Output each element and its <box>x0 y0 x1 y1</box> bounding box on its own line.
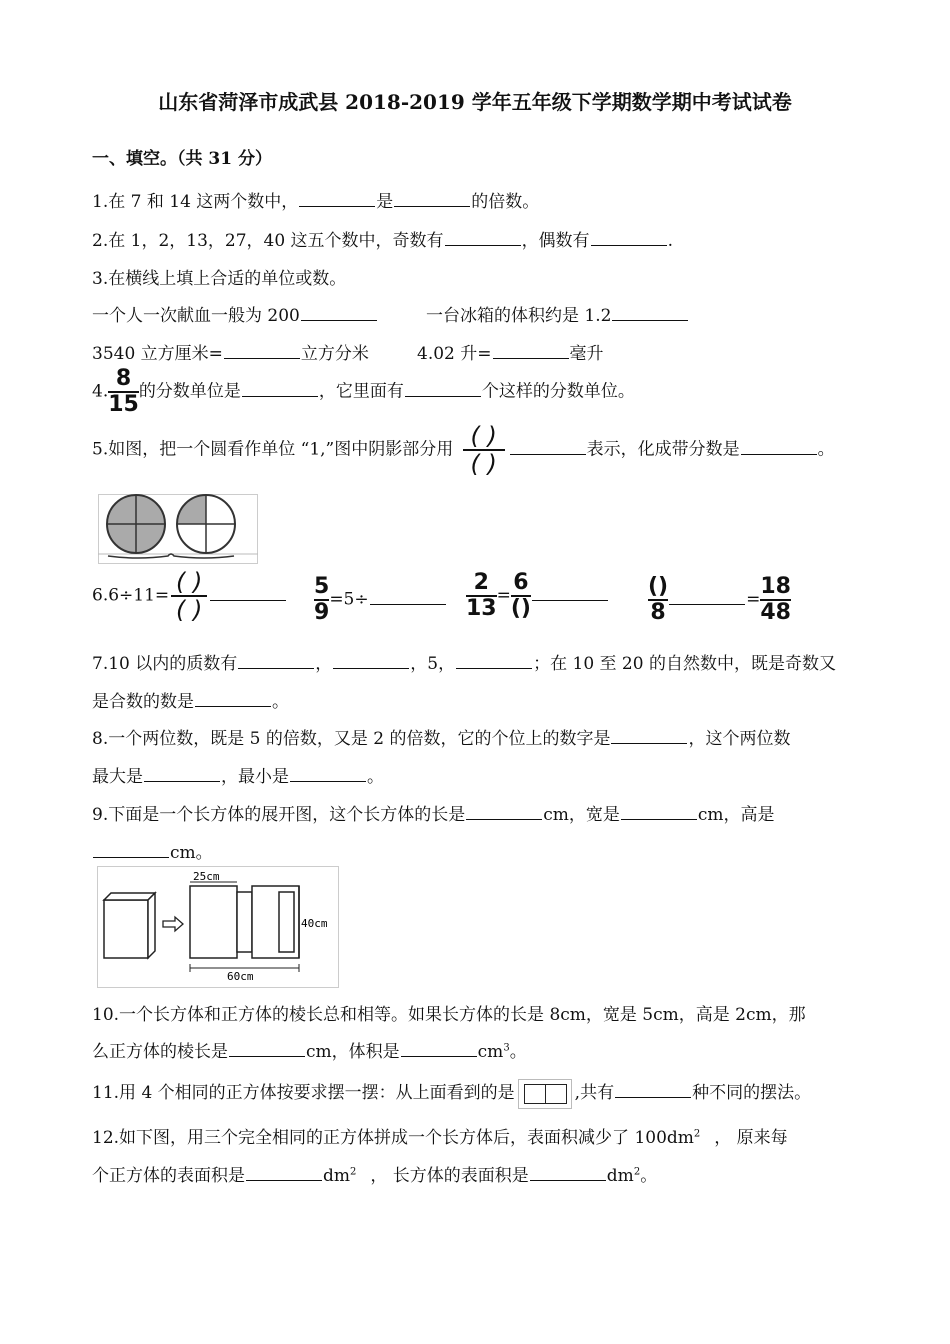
q2-blank-2[interactable] <box>591 228 667 246</box>
q9-blank-3[interactable] <box>93 840 169 858</box>
q10-text-c: cm，体积是 <box>306 1042 400 1062</box>
q7-text-c: ，5， <box>410 654 456 674</box>
q4-text-a: 的分数单位是 <box>138 381 241 402</box>
q6-fraction-2-13 <box>466 572 497 620</box>
q10-text-b: 么正方体的棱长是 <box>92 1042 228 1062</box>
q12-text-g: 。 <box>640 1166 658 1186</box>
q12-text-a: 12.如下图，用三个完全相同的正方体拼成一个长方体后，表面积减少了 100dm <box>92 1128 694 1148</box>
q2-blank-1[interactable] <box>445 228 521 246</box>
q6-blank-2[interactable] <box>370 587 446 605</box>
q6-text-b: =5÷ <box>329 589 369 610</box>
q4-blank-2[interactable] <box>405 379 481 397</box>
q8-blank-1[interactable] <box>611 726 687 744</box>
q7-text-e: 是合数的数是 <box>92 692 194 712</box>
question-3-line-1b <box>426 301 689 326</box>
q6-paren-num: ( ) <box>175 568 203 596</box>
q8-text-b: ，这个两位数 <box>688 729 791 749</box>
q3-text-d: 立方分米 <box>300 344 369 364</box>
q1-text-a: 1.在 7 和 14 这两个数中， <box>92 192 299 212</box>
question-7-line-2 <box>92 687 289 712</box>
q9-blank-1[interactable] <box>466 802 542 820</box>
q12-blank-1[interactable] <box>246 1163 322 1181</box>
q5-circles-figure <box>98 494 258 564</box>
q12-text-b: ， 原来每 <box>714 1128 788 1148</box>
q6-equals-2: = <box>746 589 761 610</box>
q3-text-f: 毫升 <box>569 344 604 364</box>
question-10-line-1: 10.一个长方体和正方体的棱长总和相等。如果长方体的长是 8cm，宽是 5cm，高是 2cm，那 <box>92 1005 806 1025</box>
q10-blank-1[interactable] <box>229 1039 305 1057</box>
q12-text-f: dm <box>606 1166 634 1186</box>
q11-text-a: 11.用 4 个相同的正方体按要求摆一摆：从上面看到的是 <box>92 1083 515 1103</box>
q4-blank-1[interactable] <box>242 379 318 397</box>
q6-paren-den: ( ) <box>175 596 203 624</box>
q4-text-c: 个这样的分数单位。 <box>481 381 635 402</box>
question-11 <box>92 1078 811 1109</box>
q6-f4-num: () <box>648 574 669 599</box>
q9-net-figure <box>97 866 339 988</box>
q10-blank-2[interactable] <box>401 1039 477 1057</box>
q6-f3-num: 2 <box>473 570 489 595</box>
q3-blank-4[interactable] <box>493 341 569 359</box>
q8-text-c: 最大是 <box>92 767 143 787</box>
question-9-line-1 <box>92 800 775 825</box>
question-1 <box>92 187 539 212</box>
q6-fraction-blank-8[interactable] <box>648 576 668 624</box>
q12-text-c: 个正方体的表面积是 <box>92 1166 245 1186</box>
q4-numerator: 8 <box>115 366 132 391</box>
q11-text-c: 种不同的摆法。 <box>692 1083 812 1103</box>
q2-text-b: ，偶数有 <box>521 231 590 251</box>
q9-text-d: cm。 <box>170 843 213 863</box>
q12-superscript-2: 2 <box>350 1166 357 1178</box>
q9-text-a: 9.下面是一个长方体的展开图，这个长方体的长是 <box>92 805 466 825</box>
q7-blank-3[interactable] <box>456 651 532 669</box>
q5-text-c: 。 <box>817 439 835 460</box>
q7-text-d: ；在 10 至 20 的自然数中，既是奇数又 <box>533 654 836 674</box>
q6-f5-den: 48 <box>760 600 791 625</box>
q12-superscript-3: 2 <box>633 1166 641 1178</box>
q5-paren-num: ( ) <box>470 422 497 450</box>
q4-number: 4. <box>92 381 109 402</box>
q5-blank-2[interactable] <box>741 437 817 455</box>
q10-superscript: 3 <box>503 1042 510 1054</box>
q11-blank-1[interactable] <box>615 1080 691 1098</box>
q6-blank-4[interactable] <box>669 587 745 605</box>
q1-blank-2[interactable] <box>394 189 470 207</box>
q3-blank-2[interactable] <box>612 303 688 321</box>
q6-f3-num2: 6 <box>513 570 529 595</box>
q2-text-a: 2.在 1，2，13，27，40 这五个数中，奇数有 <box>92 231 444 251</box>
question-7-line-1 <box>92 649 836 674</box>
right-arrow-icon <box>163 917 183 931</box>
q6-fraction-5-9 <box>314 576 329 624</box>
q3-blank-3[interactable] <box>224 341 300 359</box>
q6-text-a: 6.6÷11= <box>92 585 170 606</box>
question-8-line-1 <box>92 724 790 749</box>
q8-blank-2[interactable] <box>144 764 220 782</box>
q6-f5-num: 18 <box>760 574 791 599</box>
q6-equals: = <box>496 585 511 606</box>
q3-text-a: 一个人一次献血一般为 200 <box>92 306 300 326</box>
section-heading: 一、填空。（共 31 分） <box>92 149 272 169</box>
q2-text-c: . <box>667 231 673 251</box>
q1-text-c: 的倍数。 <box>471 192 540 212</box>
q5-paren-den: ( ) <box>470 450 497 478</box>
q7-text-f: 。 <box>272 692 289 712</box>
q6-blank-1[interactable] <box>210 583 286 601</box>
q8-blank-3[interactable] <box>290 764 366 782</box>
question-6-part-4 <box>648 576 791 624</box>
q6-f3-den2: () <box>510 596 531 621</box>
q7-blank-1[interactable] <box>238 651 314 669</box>
question-6 <box>92 570 287 622</box>
fig-label-length: 60cm <box>227 970 254 983</box>
q9-text-b: cm，宽是 <box>543 805 620 825</box>
q3-blank-1[interactable] <box>301 303 377 321</box>
q1-blank-1[interactable] <box>299 189 375 207</box>
page-title: 山东省菏泽市成武县 2018-2019 学年五年级下学期数学期中考试试卷 <box>158 90 792 114</box>
q7-blank-4[interactable] <box>195 689 271 707</box>
q3-text-b: 一台冰箱的体积约是 1.2 <box>426 306 612 326</box>
q9-blank-2[interactable] <box>621 802 697 820</box>
question-4 <box>92 368 635 416</box>
q5-text-a: 5.如图，把一个圆看作单位 “1,”图中阴影部分用 <box>92 439 454 460</box>
q4-denominator: 15 <box>108 392 139 417</box>
q6-fraction-18-48 <box>760 576 791 624</box>
q8-text-d: ，最小是 <box>221 767 289 787</box>
question-6-part-2 <box>314 576 447 624</box>
q10-text-d: cm <box>477 1042 504 1062</box>
cuboid-icon <box>104 893 155 958</box>
question-12-line-2 <box>92 1161 657 1186</box>
question-3-intro: 3.在横线上填上合适的单位或数。 <box>92 269 347 289</box>
q12-blank-2[interactable] <box>530 1163 606 1181</box>
q9-text-c: cm，高是 <box>697 805 775 825</box>
question-3-line-2b <box>417 339 604 364</box>
question-6-part-3 <box>466 572 609 620</box>
q6-fraction-6-blank[interactable] <box>511 572 531 620</box>
q7-blank-2[interactable] <box>333 651 409 669</box>
question-10-line-2 <box>92 1037 527 1062</box>
q5-blank-1[interactable] <box>510 437 586 455</box>
question-3-line-2 <box>92 339 369 364</box>
q6-blank-3[interactable] <box>532 583 608 601</box>
q12-text-d: dm <box>323 1166 351 1186</box>
question-3-line-1 <box>92 301 378 326</box>
question-8-line-2 <box>92 762 384 787</box>
q4-fraction <box>108 368 139 416</box>
q8-text-e: 。 <box>367 767 384 787</box>
q1-text-b: 是 <box>376 192 394 212</box>
q3-text-e: 4.02 升= <box>417 344 492 364</box>
q6-f4-den: 8 <box>650 600 666 625</box>
q3-text-c: 3540 立方厘米= <box>92 344 223 364</box>
q12-superscript-1: 2 <box>693 1128 701 1140</box>
q8-text-a: 8.一个两位数，既是 5 的倍数，又是 2 的倍数，它的个位上的数字是 <box>92 729 611 749</box>
q6-fraction-blank[interactable] <box>171 570 207 622</box>
q10-text-e: 。 <box>509 1042 527 1062</box>
fig-label-height: 40cm <box>301 917 328 930</box>
q7-text-b: ， <box>315 654 333 674</box>
q11-text-b: ,共有 <box>574 1083 615 1103</box>
q5-text-b: 表示，化成带分数是 <box>586 439 740 460</box>
fig-label-width: 25cm <box>193 870 220 883</box>
question-9-line-2 <box>92 838 213 863</box>
q4-text-b: ，它里面有 <box>318 381 404 402</box>
question-5 <box>92 424 835 476</box>
q7-text-a: 7.10 以内的质数有 <box>92 654 238 674</box>
q5-fraction-blank[interactable] <box>463 424 505 476</box>
q12-text-e: ， 长方体的表面积是 <box>370 1166 529 1186</box>
question-2 <box>92 226 673 251</box>
q6-f2-den: 9 <box>314 600 330 625</box>
q6-f2-num: 5 <box>314 574 330 599</box>
q11-top-view-figure <box>518 1079 572 1109</box>
q6-f3-den: 13 <box>466 596 497 621</box>
question-12-line-1 <box>92 1123 788 1148</box>
unfolded-net <box>190 882 299 972</box>
